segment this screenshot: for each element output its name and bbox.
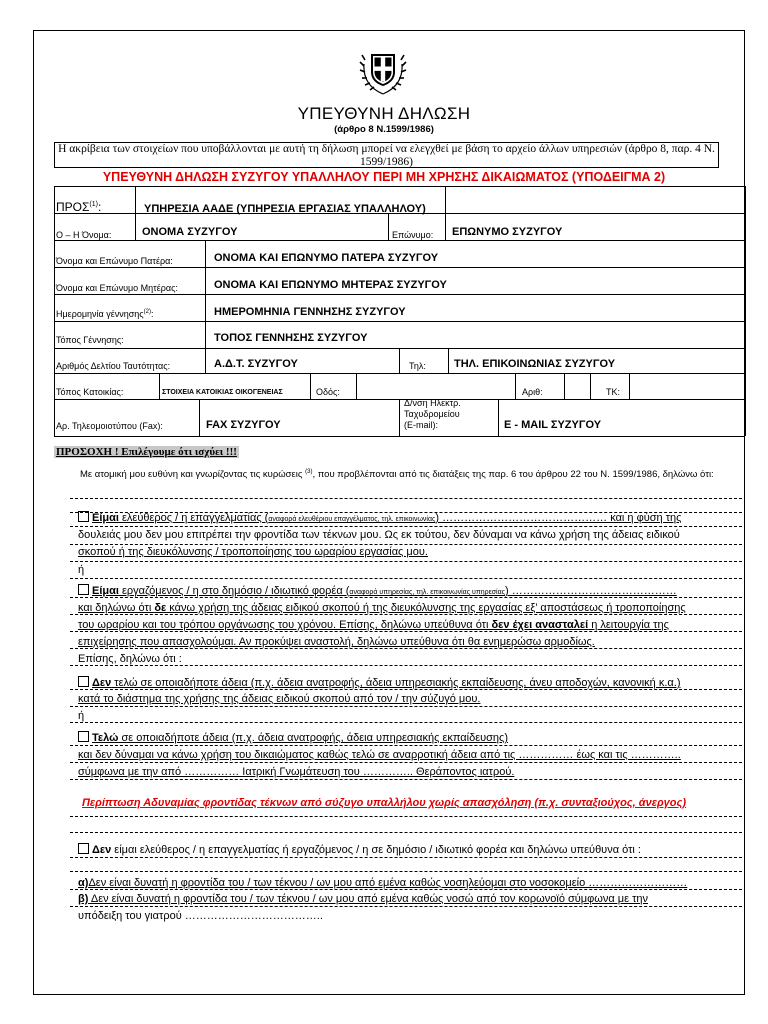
- employee-line-3: του ωραρίου και του τρόπου οργάνωσης του χρόνου. Επίσης, δηλώνω υπεύθυνα ότι δεν έχει ανασταλεί η λειτουργία της: [78, 619, 669, 631]
- fax-value[interactable]: FAX ΣΥΖΥΓΟΥ: [206, 419, 281, 431]
- birthdate-label: Ημερομηνία γέννησης$^{(2)}$:: [56, 309, 154, 319]
- surname-label: Επώνυμο:: [392, 230, 434, 240]
- residence-label: Τόπος Κατοικίας:: [56, 387, 124, 397]
- not-employed-checkbox[interactable]: [78, 843, 89, 854]
- first-name-value[interactable]: ΟΝΟΜΑ ΣΥΖΥΓΟΥ: [142, 226, 238, 238]
- personal-details-table: [54, 186, 745, 436]
- no-leave-line-2: κατά το διάστημα της χρήσης της άδειας ειδικού σκοπού από τον / την σύζυγό μου.: [78, 693, 481, 705]
- email-value[interactable]: E - MAIL ΣΥΖΥΓΟΥ: [504, 419, 602, 431]
- freelancer-line-2: δουλειάς μου δεν μου επιτρέπει την φροντίδα των τέκνων μου. Ως εκ τούτου, δεν δύναμαι να κάνω χρήση της άδειας ειδικού: [78, 529, 680, 541]
- father-name-value[interactable]: ΟΝΟΜΑ ΚΑΙ ΕΠΩΝΥΜΟ ΠΑΤΕΡΑ ΣΥΖΥΓΟΥ: [214, 252, 439, 264]
- to-label: ΠΡΟΣ$^{(1)}$:: [56, 200, 102, 214]
- no-leave-checkbox[interactable]: [78, 676, 89, 687]
- coat-of-arms-emblem: [355, 42, 411, 98]
- street-label: Οδός:: [316, 387, 340, 397]
- phone-value[interactable]: ΤΗΛ. ΕΠΙΚΟΙΝΩΝΙΑΣ ΣΥΖΥΓΟΥ: [454, 358, 616, 370]
- doctor-line: υπόδειξη του γιατρού ………………………………..: [78, 910, 323, 922]
- unemployed-spouse-heading: Περίπτωση Αδυναμίας φροντίδας τέκνων από σύζυγο υπαλλήλου χωρίς απασχόληση (π.χ. συνταξιούχος, άνεργος): [82, 797, 686, 809]
- declaration-type-title: ΥΠΕΥΘΥΝΗ ΔΗΛΩΣΗ ΣΥΖΥΓΟΥ ΥΠΑΛΛΗΛΟΥ ΠΕΡΙ ΜΗ ΧΡΗΣΗΣ ΔΙΚΑΙΩΜΑΤΟΣ (ΥΠΟΔΕΙΓΜΑ 2): [102, 170, 666, 184]
- freelancer-line-3: σκοπού ή της διευκόλυνσης / τροποποίησης του ωραρίου εργασίας μου.: [78, 546, 428, 558]
- on-leave-line-2: και δεν δύναμαι να κάνω χρήση του δικαιώματος καθώς τελώ σε αναρροτική άδεια από τις …………… έως και τις …………..: [78, 749, 681, 761]
- email-label: Δ/νση Ηλεκτρ. Ταχυδρομείου (E-mail):: [404, 398, 461, 430]
- employee-checkbox[interactable]: [78, 584, 89, 595]
- on-leave-checkbox[interactable]: [78, 731, 89, 742]
- freelancer-checkbox[interactable]: [78, 511, 89, 522]
- employee-line-2: και δηλώνω ότι δε κάνω χρήση της άδειας ειδικού σκοπού ή της διευκόλυνσης της εργασίας εξ’ αποστάσεως ή τροποποίησης: [78, 602, 686, 614]
- mother-name-value[interactable]: ΟΝΟΜΑ ΚΑΙ ΕΠΩΝΥΜΟ ΜΗΤΕΡΑΣ ΣΥΖΥΓΟΥ: [214, 279, 447, 291]
- warning-note: ΠΡΟΣΟΧΗ ! Επιλέγουμε ότι ισχύει !!!: [56, 446, 237, 458]
- fax-label: Αρ. Τηλεομοιοτύπου (Fax):: [56, 421, 163, 431]
- father-name-label: Όνομα και Επώνυμο Πατέρα:: [56, 256, 173, 266]
- employee-line-5: Επίσης, δηλώνω ότι :: [78, 653, 182, 665]
- intro-statement: Με ατομική μου ευθύνη και γνωρίζοντας τις κυρώσεις $^{(3)}$, που προβλέπονται από τις διατάξεις της παρ. 6 του άρθρου 22 του Ν. 1599/1986, δηλώνω ότι:: [80, 469, 714, 481]
- birthplace-label: Τόπος Γέννησης:: [56, 335, 124, 345]
- form-subtitle: (άρθρο 8 Ν.1599/1986): [334, 124, 434, 135]
- accuracy-notice: Η ακρίβεια των στοιχείων που υποβάλλονται με αυτή τη δήλωση μπορεί να ελεγχθεί με βάση το αρχείο άλλων υπηρεσιών (άρθρο 8, παρ. 4 Ν. 1599/1986): [54, 142, 719, 168]
- id-card-label: Αριθμός Δελτίου Ταυτότητας:: [56, 361, 171, 371]
- birthdate-value[interactable]: ΗΜΕΡΟΜΗΝΙΑ ΓΕΝΝΗΣΗΣ ΣΥΖΥΓΟΥ: [214, 306, 406, 318]
- surname-value[interactable]: ΕΠΩΝΥΜΟ ΣΥΖΥΓΟΥ: [452, 226, 563, 238]
- street-number-label: Αριθ:: [522, 387, 543, 397]
- hospitalized-line: α)Δεν είναι δυνατή η φροντίδα του / των τέκνου / ων μου από εμένα καθώς νοσηλεύομαι στο νοσοκομείο ………………………: [78, 877, 688, 889]
- to-value[interactable]: ΥΠΗΡΕΣΙΑ ΑΑΔΕ (ΥΠΗΡΕΣΙΑ ΕΡΓΑΣΙΑΣ ΥΠΑΛΛΗΛΟΥ): [144, 203, 426, 215]
- or-separator-2: ή: [78, 710, 85, 722]
- option-employee: Είμαι εργαζόμενος / η στο δημόσιο / ιδιωτικό φορέα (αναφορά υπηρεσίας, τηλ. επικοινωνίας υπηρεσίας) ………………………………………: [78, 584, 677, 599]
- first-name-label: Ο – Η Όνομα:: [56, 230, 112, 240]
- form-title: ΥΠΕΥΘΥΝΗ ΔΗΛΩΣΗ: [297, 104, 471, 123]
- option-on-leave: Τελώ σε οποιαδήποτε άδεια (π.χ. άδεια ανατροφής, άδεια υπηρεσιακής εκπαίδευσης): [78, 731, 508, 745]
- option-freelancer: Είμαι ελεύθερος / η επαγγελματίας (αναφορά ελευθέριου επαγγέλματος, τηλ. επικοινωνίας) ……………………………………… και η φύση της: [78, 511, 681, 526]
- employee-line-4: επιχείρησης που απασχολούμαι. Αν προκύψει αναστολή, δηλώνω υπεύθυνα ότι θα ενημερώσω αρμοδίως.: [78, 636, 595, 648]
- option-not-employed: Δεν είμαι ελεύθερος / η επαγγελματίας ή εργαζόμενος / η σε δημόσιο / ιδιωτικό φορέα και δηλώνω υπεύθυνα ότι :: [78, 843, 641, 857]
- id-card-value[interactable]: Α.Δ.Τ. ΣΥΖΥΓΟΥ: [214, 358, 298, 370]
- birthplace-value[interactable]: ΤΟΠΟΣ ΓΕΝΝΗΣΗΣ ΣΥΖΥΓΟΥ: [214, 332, 368, 344]
- option-no-leave: Δεν τελώ σε οποιαδήποτε άδεια (π.χ. άδεια ανατροφής, άδεια υπηρεσιακής εκπαίδευσης, άνευ αποδοχών, κανονική κ.α.): [78, 676, 681, 690]
- covid-line: β) Δεν είναι δυνατή η φροντίδα του / των τέκνου / ων μου από εμένα καθώς νοσώ από τον κορωνοϊό σύμφωνα με την: [78, 893, 649, 905]
- residence-value[interactable]: ΣΤΟΙΧΕΙΑ ΚΑΤΟΙΚΙΑΣ ΟΙΚΟΓΕΝΕΙΑΣ: [162, 389, 283, 396]
- on-leave-line-3: σύμφωνα με την από …………… Ιατρική Γνωμάτευση του ………….. Θεράποντος ιατρού.: [78, 766, 515, 778]
- phone-label: Τηλ:: [409, 361, 426, 371]
- mother-name-label: Όνομα και Επώνυμο Μητέρας:: [56, 283, 178, 293]
- or-separator-1: ή: [78, 564, 85, 576]
- postcode-label: ΤΚ:: [606, 387, 621, 397]
